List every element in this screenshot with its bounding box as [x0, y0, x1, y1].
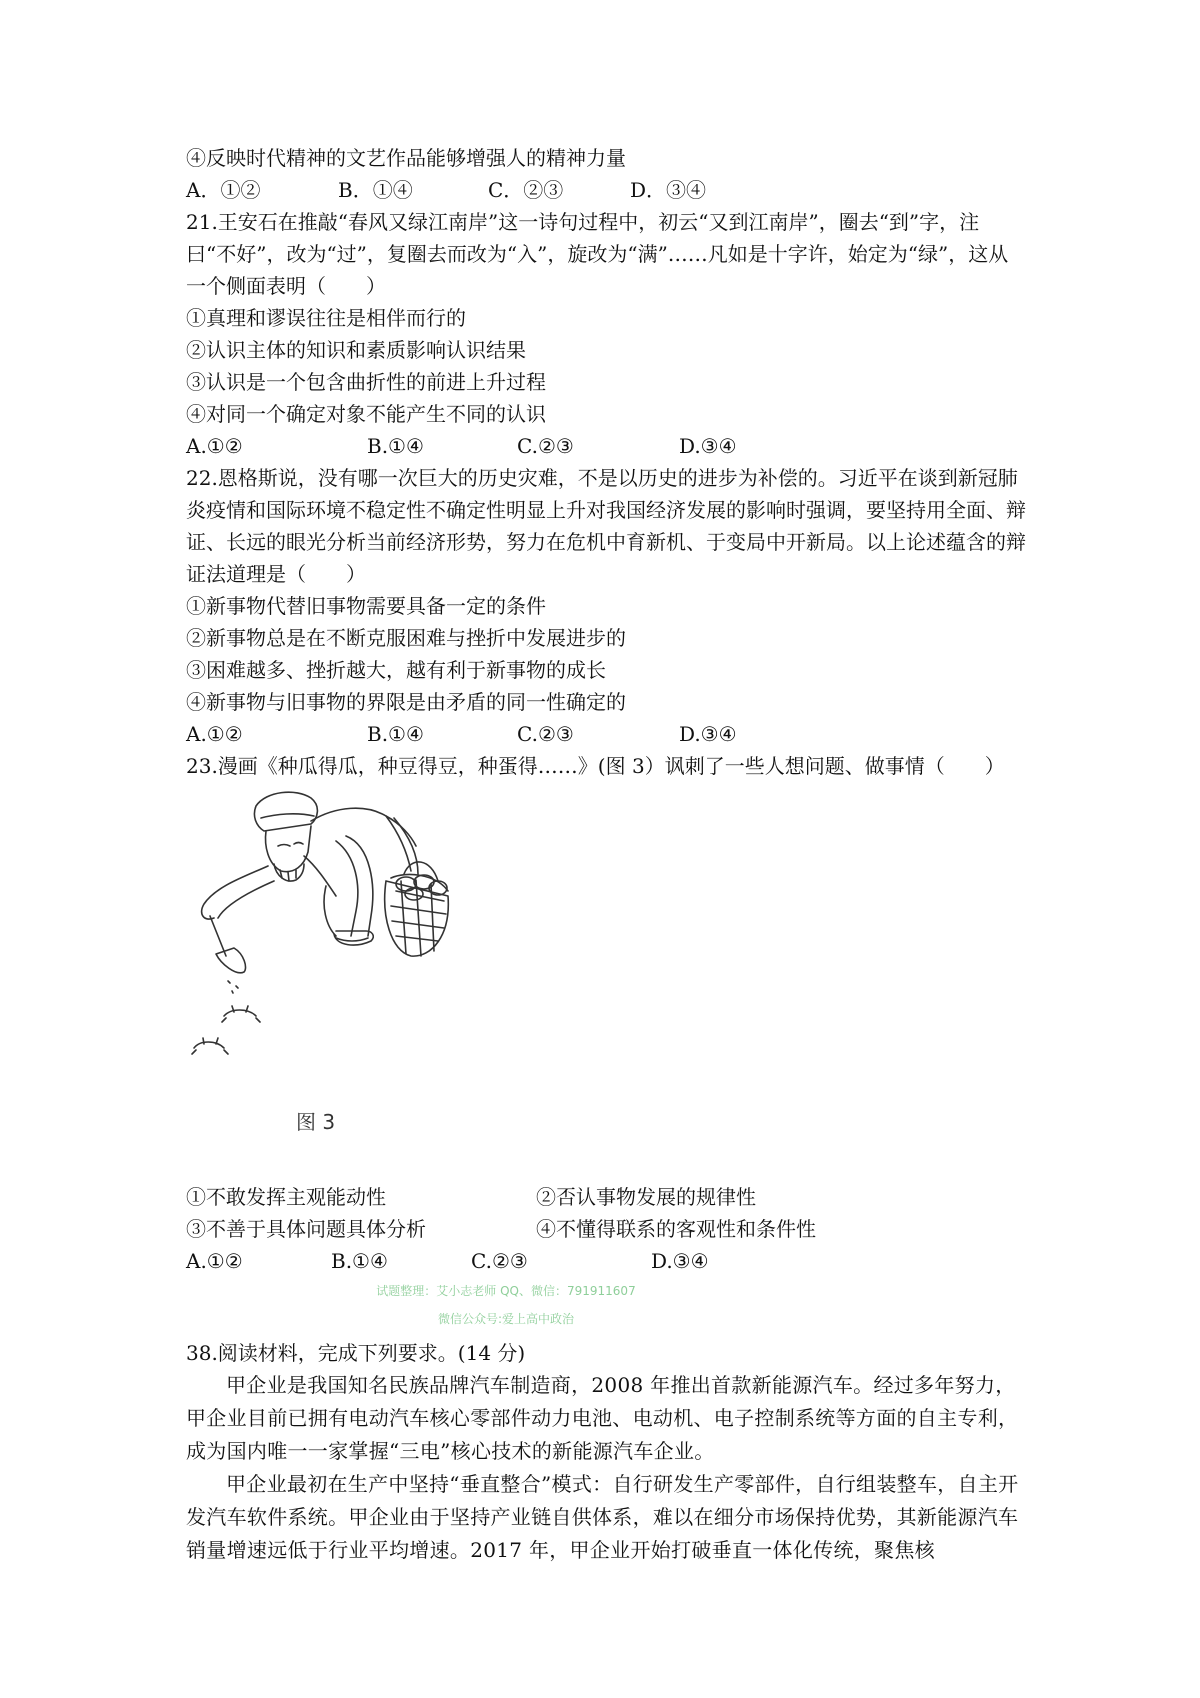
q20-item-4: ④反映时代精神的文艺作品能够增强人的精神力量 — [186, 146, 626, 170]
q21-item-4: ④对同一个确定对象不能产生不同的认识 — [186, 402, 546, 426]
q23-item-1: ①不敢发挥主观能动性 — [186, 1185, 386, 1209]
q22-item-1: ①新事物代替旧事物需要具备一定的条件 — [186, 594, 546, 618]
q21-options — [186, 430, 1026, 462]
q22-options — [186, 718, 1026, 750]
q21-option-b: B.①④ — [367, 434, 424, 458]
q23-cartoon-figure — [186, 786, 1026, 1181]
q23-items-row-2 — [186, 1213, 1026, 1245]
q22-option-a: A.①② — [186, 722, 243, 746]
q23-item-3: ③不善于具体问题具体分析 — [186, 1217, 426, 1241]
q23-option-b: B.①④ — [331, 1249, 388, 1273]
q20-option-c: C．②③ — [488, 178, 564, 202]
q23-items-row-1 — [186, 1181, 1026, 1213]
q22-option-c: C.②③ — [517, 722, 574, 746]
q20-option-b: B．①④ — [338, 178, 413, 202]
q38-stem: 38.阅读材料，完成下列要求。(14 分) — [186, 1341, 526, 1365]
q23-item-2: ②否认事物发展的规律性 — [536, 1185, 756, 1209]
q21-stem: 21.王安石在推敲“春风又绿江南岸”这一诗句过程中，初云“又到江南岸”，圈去“到”字，注曰“不好”，改为“过”，复圈去而改为“入”，旋改为“满”……凡如是十字许，始定为“绿”，这从一个侧面表明（ ） — [186, 210, 1009, 298]
q21-option-d: D.③④ — [679, 434, 737, 458]
exam-page — [186, 142, 1026, 1567]
q22-stem: 22.恩格斯说，没有哪一次巨大的历史灾难，不是以历史的进步为补偿的。习近平在谈到新冠肺炎疫情和国际环境不稳定性不确定性明显上升对我国经济发展的影响时强调，要坚持用全面、辩证、长远的眼光分析当前经济形势，努力在危机中育新机、于变局中开新局。以上论述蕴含的辩证法道理是（ ） — [186, 466, 1026, 586]
q23-option-c: C.②③ — [471, 1249, 528, 1273]
q22-option-d: D.③④ — [679, 722, 737, 746]
q20-option-a: A．①② — [186, 178, 261, 202]
q22-item-3: ③困难越多、挫折越大，越有利于新事物的成长 — [186, 658, 606, 682]
q38-paragraph-1: 甲企业是我国知名民族品牌汽车制造商，2008 年推出首款新能源汽车。经过多年努力，甲企业目前已拥有电动汽车核心零部件动力电池、电动机、电子控制系统等方面的自主专利，成为国内唯一一家掌握“三电”核心技术的新能源汽车企业。 — [186, 1373, 1019, 1463]
q22-item-2: ②新事物总是在不断克服困难与挫折中发展进步的 — [186, 626, 626, 650]
watermark-line-1: 试题整理：艾小志老师 QQ、微信：791911607 — [376, 1284, 636, 1298]
cartoon-illustration — [186, 786, 486, 1106]
q20-options — [186, 174, 1026, 206]
q38-paragraph-2: 甲企业最初在生产中坚持“垂直整合”模式：自行研发生产零部件，自行组装整车，自主开发汽车软件系统。甲企业由于坚持产业链自供体系，难以在细分市场保持优势，其新能源汽车销量增速远低于行业平均增速。2017 年，甲企业开始打破垂直一体化传统，聚焦核 — [186, 1472, 1019, 1562]
q22-option-b: B.①④ — [367, 722, 424, 746]
q20-option-d: D．③④ — [630, 178, 707, 202]
q21-item-1: ①真理和谬误往往是相伴而行的 — [186, 306, 466, 330]
q21-item-3: ③认识是一个包含曲折性的前进上升过程 — [186, 370, 546, 394]
q23-option-a: A.①② — [186, 1249, 243, 1273]
q21-option-a: A.①② — [186, 434, 243, 458]
figure-caption: 图 3 — [296, 1110, 336, 1134]
q23-item-4: ④不懂得联系的客观性和条件性 — [536, 1217, 816, 1241]
watermark-line-2: 微信公众号:爱上高中政治 — [437, 1312, 575, 1326]
q23-options — [186, 1245, 1026, 1277]
q21-item-2: ②认识主体的知识和素质影响认识结果 — [186, 338, 526, 362]
q23-stem: 23.漫画《种瓜得瓜，种豆得豆，种蛋得……》(图 3）讽刺了一些人想问题、做事情（ ） — [186, 754, 1005, 778]
q21-option-c: C.②③ — [517, 434, 574, 458]
q22-item-4: ④新事物与旧事物的界限是由矛盾的同一性确定的 — [186, 690, 626, 714]
q23-option-d: D.③④ — [651, 1249, 709, 1273]
